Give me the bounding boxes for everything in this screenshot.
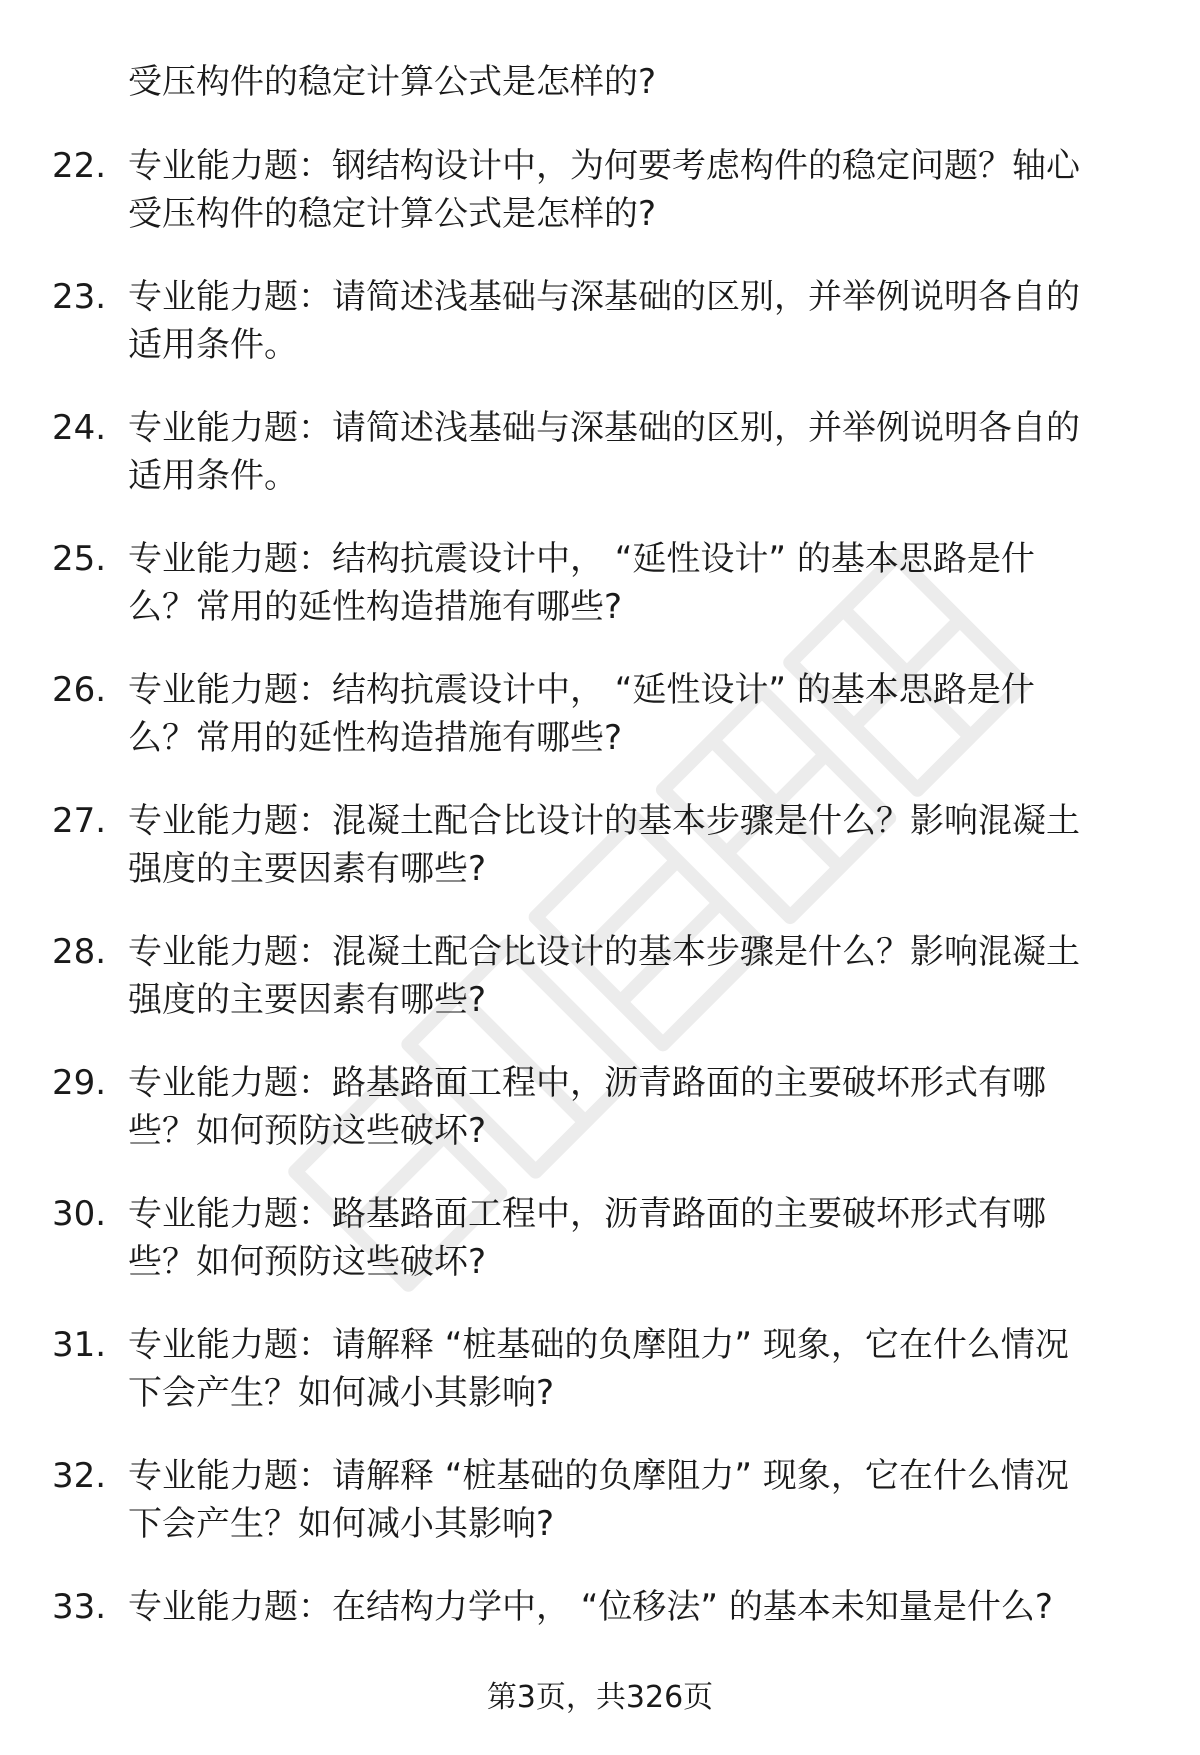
question-number: 33. xyxy=(52,1587,107,1627)
question-number: 25. xyxy=(52,539,107,579)
question-item xyxy=(0,1452,1200,1583)
question-item xyxy=(0,1321,1200,1452)
question-number: 24. xyxy=(52,408,107,448)
question-number: 23. xyxy=(52,277,107,317)
question-text: 专业能力题：混凝土配合比设计的基本步骤是什么？影响混凝土 强度的主要因素有哪些? xyxy=(128,932,1080,1020)
question-number: 31. xyxy=(52,1325,107,1365)
question-text: 专业能力题：请简述浅基础与深基础的区别，并举例说明各自的 适用条件。 xyxy=(128,277,1080,365)
question-number: 28. xyxy=(52,932,107,972)
question-text: 专业能力题：在结构力学中， “位移法” 的基本未知量是什么? xyxy=(128,1587,1053,1627)
continued-question-line: 受压构件的稳定计算公式是怎样的? xyxy=(128,62,657,102)
question-list xyxy=(0,142,1200,1714)
question-item xyxy=(0,666,1200,797)
question-text: 专业能力题：路基路面工程中，沥青路面的主要破坏形式有哪 些？如何预防这些破坏? xyxy=(128,1063,1046,1151)
question-number: 26. xyxy=(52,670,107,710)
question-number: 32. xyxy=(52,1456,107,1496)
question-text: 专业能力题：路基路面工程中，沥青路面的主要破坏形式有哪 些？如何预防这些破坏? xyxy=(128,1194,1046,1282)
question-number: 27. xyxy=(52,801,107,841)
question-item xyxy=(0,797,1200,928)
question-item xyxy=(0,404,1200,535)
question-item xyxy=(0,1190,1200,1321)
question-item xyxy=(0,535,1200,666)
question-number: 29. xyxy=(52,1063,107,1103)
question-text: 专业能力题：请解释 “桩基础的负摩阻力” 现象，它在什么情况 下会产生？如何减小其影响? xyxy=(128,1456,1069,1544)
question-item xyxy=(0,928,1200,1059)
question-item xyxy=(0,273,1200,404)
question-number: 22. xyxy=(52,146,107,186)
question-text: 专业能力题：钢结构设计中，为何要考虑构件的稳定问题？轴心 受压构件的稳定计算公式是怎样的? xyxy=(128,146,1080,234)
page-footer: 第3页，共326页 xyxy=(486,1680,714,1715)
question-item xyxy=(0,142,1200,273)
question-text: 专业能力题：结构抗震设计中， “延性设计” 的基本思路是什 么？常用的延性构造措施有哪些? xyxy=(128,670,1035,758)
question-number: 30. xyxy=(52,1194,107,1234)
question-text: 专业能力题：结构抗震设计中， “延性设计” 的基本思路是什 么？常用的延性构造措施有哪些? xyxy=(128,539,1035,627)
question-text: 专业能力题：请解释 “桩基础的负摩阻力” 现象，它在什么情况 下会产生？如何减小其影响? xyxy=(128,1325,1069,1413)
question-text: 专业能力题：混凝土配合比设计的基本步骤是什么？影响混凝土 强度的主要因素有哪些? xyxy=(128,801,1080,889)
question-item xyxy=(0,1059,1200,1190)
question-text: 专业能力题：请简述浅基础与深基础的区别，并举例说明各自的 适用条件。 xyxy=(128,408,1080,496)
